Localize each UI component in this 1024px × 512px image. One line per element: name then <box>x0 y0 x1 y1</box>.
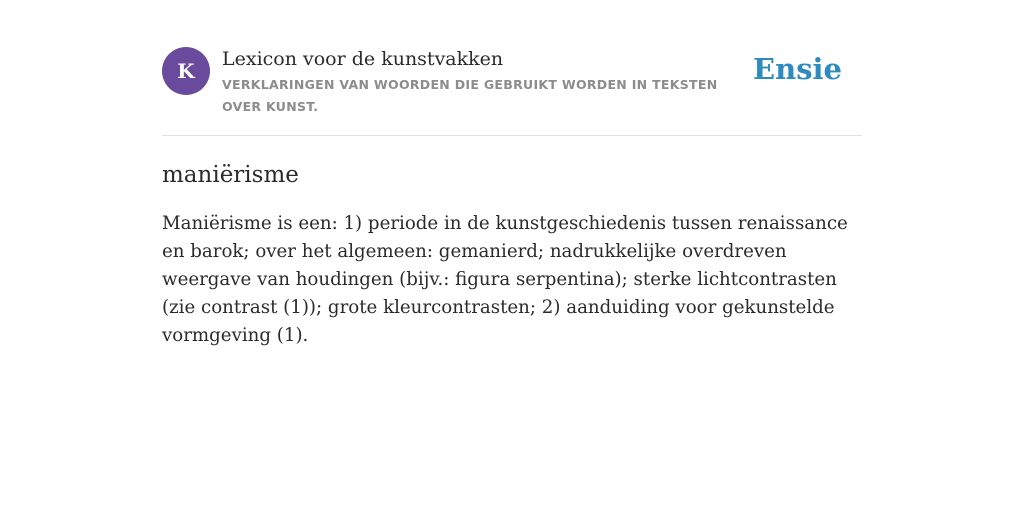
header <box>162 47 862 136</box>
lexicon-subtitle: VERKLARINGEN VAN WOORDEN DIE GEBRUIKT WORDEN IN TEKSTEN OVER KUNST. <box>222 77 718 114</box>
header-text <box>222 47 742 118</box>
ensie-logo-link[interactable]: Ensie <box>753 52 842 86</box>
entry-term: maniërisme <box>162 162 299 188</box>
lexicon-title[interactable]: Lexicon voor de kunstvakken <box>222 48 504 70</box>
lexicon-avatar[interactable]: K <box>162 47 210 95</box>
entry <box>162 136 862 350</box>
entry-definition: Maniërisme is een: 1) periode in de kunstgeschiedenis tussen renaissance en barok; over het algemeen: gemanierd; nadrukkelijke overdreven weergave van houdingen (bijv.: figura serpentina); sterke lichtcontrasten (zie contrast (1)); grote kleurcontrasten; 2) aanduiding voor gekunstelde vormgeving (1). <box>162 213 848 346</box>
page <box>162 0 862 350</box>
